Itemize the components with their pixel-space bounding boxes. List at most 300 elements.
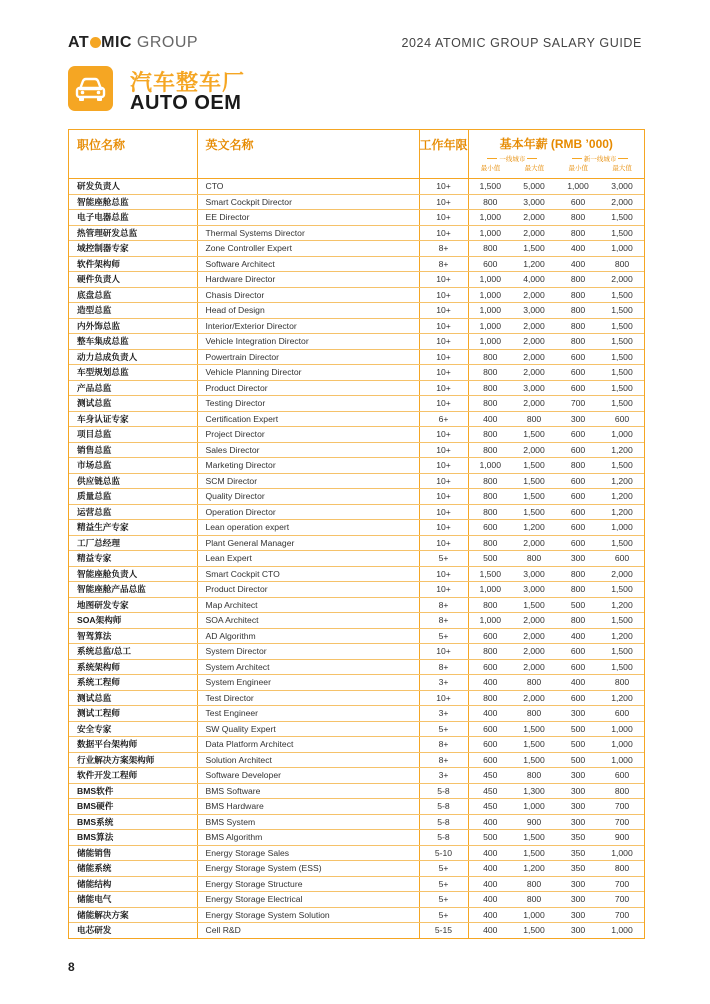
cell-tier1-max: 2,000 — [512, 318, 556, 334]
cell-tier1-min: 450 — [468, 783, 512, 799]
cell-years: 10+ — [419, 380, 468, 396]
cell-tier2-min: 600 — [556, 365, 600, 381]
cell-tier2-max: 700 — [600, 907, 644, 923]
cell-years: 5+ — [419, 907, 468, 923]
cell-years: 10+ — [419, 582, 468, 598]
cell-title-cn: BMS算法 — [69, 830, 197, 846]
cell-tier2-min: 600 — [556, 194, 600, 210]
cell-title-en: CTO — [197, 179, 419, 195]
cell-title-en: SOA Architect — [197, 613, 419, 629]
cell-title-cn: 市场总监 — [69, 458, 197, 474]
cell-tier2-max: 1,500 — [600, 458, 644, 474]
cell-title-cn: 软件架构师 — [69, 256, 197, 272]
cell-tier2-max: 2,000 — [600, 566, 644, 582]
cell-tier1-min: 800 — [468, 194, 512, 210]
cell-years: 3+ — [419, 675, 468, 691]
cell-tier1-min: 800 — [468, 349, 512, 365]
cell-title-cn: 智能座舱负责人 — [69, 566, 197, 582]
table-row — [69, 210, 644, 226]
cell-title-cn: 智能座舱总监 — [69, 194, 197, 210]
cell-title-en: Project Director — [197, 427, 419, 443]
cell-tier1-min: 800 — [468, 489, 512, 505]
cell-tier2-min: 600 — [556, 535, 600, 551]
cell-tier1-max: 2,000 — [512, 349, 556, 365]
cell-tier2-max: 800 — [600, 675, 644, 691]
cell-years: 5-10 — [419, 845, 468, 861]
cell-title-cn: 车型规划总监 — [69, 365, 197, 381]
cell-tier2-min: 350 — [556, 830, 600, 846]
cell-tier1-min: 800 — [468, 597, 512, 613]
cell-tier2-max: 800 — [600, 861, 644, 877]
cell-title-en: Energy Storage Electrical — [197, 892, 419, 908]
table-row — [69, 566, 644, 582]
cell-tier1-min: 400 — [468, 706, 512, 722]
cell-tier1-max: 2,000 — [512, 442, 556, 458]
cell-title-en: SW Quality Expert — [197, 721, 419, 737]
cell-tier1-min: 800 — [468, 473, 512, 489]
cell-tier2-max: 700 — [600, 876, 644, 892]
table-row — [69, 597, 644, 613]
cell-tier2-max: 1,200 — [600, 597, 644, 613]
cell-tier2-min: 300 — [570, 925, 586, 936]
cell-tier1-max: 1,500 — [512, 845, 556, 861]
cell-title-cn: 运营总监 — [69, 504, 197, 520]
cell-tier1-max: 3,000 — [512, 380, 556, 396]
cell-tier1-min: 1,000 — [468, 458, 512, 474]
cell-tier2-min: 300 — [556, 411, 600, 427]
cell-years: 5+ — [419, 551, 468, 567]
cell-tier1-max: 2,000 — [512, 535, 556, 551]
cell-tier2-max: 1,500 — [600, 303, 644, 319]
cell-tier2-min: 600 — [556, 690, 600, 706]
cell-tier1-min: 450 — [468, 799, 512, 815]
cell-tier2-max: 1,000 — [600, 845, 644, 861]
cell-tier2-min: 600 — [556, 520, 600, 536]
table-row — [69, 427, 644, 443]
cell-title-cn: 储能销售 — [69, 845, 197, 861]
table-row — [69, 535, 644, 551]
cell-tier2-min: 600 — [556, 659, 600, 675]
table-row — [69, 628, 644, 644]
table-row — [69, 303, 644, 319]
cell-tier1-max: 1,500 — [512, 597, 556, 613]
table-row — [69, 225, 644, 241]
table-row — [69, 799, 644, 815]
table-row — [69, 721, 644, 737]
cell-tier2-min: 800 — [556, 334, 600, 350]
cell-tier1-max: 800 — [512, 892, 556, 908]
cell-title-cn: 电芯研发 — [69, 923, 197, 938]
cell-title-en: BMS Hardware — [197, 799, 419, 815]
cell-title-en: Marketing Director — [197, 458, 419, 474]
cell-tier1-max: 2,000 — [512, 334, 556, 350]
cell-title-cn: 测试总监 — [69, 690, 197, 706]
cell-title-cn: 精益专家 — [69, 551, 197, 567]
table-row — [69, 659, 644, 675]
cell-tier2-max: 2,000 — [600, 194, 644, 210]
cell-tier1-max: 2,000 — [512, 365, 556, 381]
cell-years: 10+ — [419, 473, 468, 489]
cell-title-en: Powertrain Director — [197, 349, 419, 365]
section-title-cn: 汽车整车厂 — [130, 70, 246, 95]
car-icon — [68, 66, 113, 111]
cell-tier1-min: 600 — [468, 721, 512, 737]
cell-years: 5+ — [419, 721, 468, 737]
cell-tier1-min: 1,000 — [468, 287, 512, 303]
cell-tier1-max: 1,500 — [512, 489, 556, 505]
cell-tier1-max: 3,000 — [512, 582, 556, 598]
table-row — [69, 644, 644, 660]
cell-years: 10+ — [419, 535, 468, 551]
cell-tier1-min: 400 — [468, 814, 512, 830]
cell-tier1-max: 2,000 — [512, 225, 556, 241]
cell-title-cn: 域控制器专家 — [69, 241, 197, 257]
cell-tier1-min: 600 — [468, 752, 512, 768]
table-row — [69, 551, 644, 567]
table-row — [69, 411, 644, 427]
cell-tier1-max: 1,300 — [512, 783, 556, 799]
cell-title-cn: 项目总监 — [69, 427, 197, 443]
cell-tier1-max: 800 — [512, 706, 556, 722]
cell-tier1-max: 800 — [512, 551, 556, 567]
cell-years: 10+ — [419, 303, 468, 319]
cell-tier2-max: 1,500 — [600, 644, 644, 660]
guide-title: 2024 ATOMIC GROUP SALARY GUIDE — [401, 36, 642, 50]
cell-tier2-min: 300 — [556, 799, 600, 815]
cell-tier1-max: 2,000 — [512, 287, 556, 303]
cell-tier1-min: 400 — [468, 876, 512, 892]
cell-tier2-max: 1,000 — [600, 721, 644, 737]
cell-tier2-max: 1,200 — [600, 504, 644, 520]
cell-years: 5+ — [419, 892, 468, 908]
cell-title-cn: 数据平台架构师 — [69, 737, 197, 753]
table-row — [69, 690, 644, 706]
cell-tier1-max: 800 — [512, 876, 556, 892]
cell-title-en: EE Director — [197, 210, 419, 226]
cell-title-en: Head of Design — [197, 303, 419, 319]
table-row — [69, 830, 644, 846]
cell-years: 8+ — [419, 752, 468, 768]
cell-tier1-max: 1,200 — [512, 861, 556, 877]
table-row — [69, 272, 644, 288]
table-row — [69, 582, 644, 598]
cell-tier1-max: 2,000 — [512, 690, 556, 706]
cell-title-en: Interior/Exterior Director — [197, 318, 419, 334]
cell-tier1-min: 400 — [468, 861, 512, 877]
cell-tier2-max: 1,500 — [600, 396, 644, 412]
cell-tier2-min: 600 — [556, 380, 600, 396]
cell-years: 10+ — [419, 349, 468, 365]
cell-tier2-min: 800 — [556, 225, 600, 241]
cell-tier2-max: 1,200 — [600, 442, 644, 458]
cell-years: 10+ — [419, 318, 468, 334]
cell-tier1-min: 600 — [468, 520, 512, 536]
table-row — [69, 861, 644, 877]
cell-tier2-max: 1,000 — [600, 241, 644, 257]
page-number: 8 — [68, 960, 75, 974]
cell-title-cn: 车身认证专家 — [69, 411, 197, 427]
cell-tier1-max: 1,500 — [512, 504, 556, 520]
cell-tier2-max: 700 — [600, 799, 644, 815]
cell-title-cn: 安全专家 — [69, 721, 197, 737]
logo-o-icon — [90, 37, 101, 48]
cell-tier1-max: 5,000 — [512, 179, 556, 195]
cell-tier1-max: 1,500 — [523, 925, 545, 936]
cell-tier2-min: 300 — [556, 892, 600, 908]
cell-tier1-min: 800 — [468, 504, 512, 520]
table-row — [69, 613, 644, 629]
cell-tier2-max: 1,000 — [600, 752, 644, 768]
table-row — [69, 752, 644, 768]
cell-years: 10+ — [419, 690, 468, 706]
cell-title-cn: 储能结构 — [69, 876, 197, 892]
section-title-en: AUTO OEM — [130, 92, 242, 114]
cell-tier1-max: 1,500 — [512, 737, 556, 753]
header-salary — [468, 130, 644, 179]
cell-title-en: Product Director — [197, 380, 419, 396]
cell-years: 10+ — [419, 644, 468, 660]
cell-tier1-min: 1,500 — [468, 566, 512, 582]
cell-years: 8+ — [419, 737, 468, 753]
table-row — [69, 489, 644, 505]
cell-title-en: Testing Director — [197, 396, 419, 412]
cell-tier1-min: 800 — [468, 396, 512, 412]
cell-tier1-min: 1,000 — [468, 582, 512, 598]
cell-tier2-min: 800 — [556, 272, 600, 288]
cell-tier2-max: 700 — [600, 814, 644, 830]
cell-tier2-min: 300 — [556, 876, 600, 892]
cell-tier2-max: 1,000 — [600, 520, 644, 536]
cell-tier2-min: 500 — [556, 737, 600, 753]
logo-text-group: GROUP — [136, 34, 199, 51]
cell-title-cn: 销售总监 — [69, 442, 197, 458]
cell-tier1-max: 1,200 — [512, 256, 556, 272]
cell-years: 10+ — [419, 427, 468, 443]
cell-tier2-min: 600 — [556, 473, 600, 489]
cell-title-en: Energy Storage System Solution — [197, 907, 419, 923]
cell-title-en: Operation Director — [197, 504, 419, 520]
table-row — [69, 814, 644, 830]
cell-title-cn: 系统总监/总工 — [69, 644, 197, 660]
cell-tier1-max: 1,200 — [512, 520, 556, 536]
cell-tier2-max: 1,500 — [600, 349, 644, 365]
cell-tier2-min: 500 — [556, 721, 600, 737]
table-row — [69, 241, 644, 257]
cell-tier2-min: 300 — [556, 551, 600, 567]
table-row — [69, 783, 644, 799]
cell-title-en: Smart Cockpit Director — [197, 194, 419, 210]
cell-tier1-min: 800 — [468, 644, 512, 660]
cell-title-cn: BMS硬件 — [69, 799, 197, 815]
cell-years: 8+ — [419, 241, 468, 257]
cell-title-cn: 质量总监 — [69, 489, 197, 505]
cell-years: 10+ — [419, 225, 468, 241]
cell-years: 10+ — [419, 210, 468, 226]
cell-title-cn: 整车集成总监 — [69, 334, 197, 350]
cell-tier2-min: 800 — [556, 210, 600, 226]
table-row — [69, 706, 644, 722]
cell-tier2-max: 1,000 — [600, 427, 644, 443]
cell-title-en: Quality Director — [197, 489, 419, 505]
cell-years: 10+ — [419, 489, 468, 505]
cell-title-en: Lean Expert — [197, 551, 419, 567]
cell-title-en: Plant General Manager — [197, 535, 419, 551]
cell-title-cn: 内外饰总监 — [69, 318, 197, 334]
cell-tier1-min: 1,000 — [468, 210, 512, 226]
cell-tier2-min: 300 — [556, 783, 600, 799]
cell-years: 5+ — [419, 861, 468, 877]
cell-title-en: AD Algorithm — [197, 628, 419, 644]
cell-title-en: Lean operation expert — [197, 520, 419, 536]
cell-title-cn: 产品总监 — [69, 380, 197, 396]
cell-years: 10+ — [419, 458, 468, 474]
cell-tier2-max: 1,500 — [600, 334, 644, 350]
cell-tier1-max: 4,000 — [512, 272, 556, 288]
cell-tier1-max: 2,000 — [512, 644, 556, 660]
cell-tier1-min: 1,000 — [468, 613, 512, 629]
cell-tier1-max: 1,500 — [512, 427, 556, 443]
cell-tier1-min: 500 — [468, 830, 512, 846]
cell-tier2-max: 1,200 — [600, 690, 644, 706]
cell-title-en: Thermal Systems Director — [197, 225, 419, 241]
cell-tier2-max: 1,500 — [600, 287, 644, 303]
cell-tier1-min: 800 — [468, 442, 512, 458]
cell-title-en: Energy Storage System (ESS) — [197, 861, 419, 877]
cell-tier1-min: 400 — [468, 892, 512, 908]
cell-years: 8+ — [419, 256, 468, 272]
cell-title-en: System Director — [197, 644, 419, 660]
table-row — [69, 194, 644, 210]
cell-tier2-min: 400 — [556, 628, 600, 644]
cell-title-cn: BMS系统 — [69, 814, 197, 830]
cell-tier1-min: 1,500 — [468, 179, 512, 195]
cell-years: 5-8 — [419, 814, 468, 830]
cell-tier2-min: 800 — [556, 582, 600, 598]
cell-years: 10+ — [419, 504, 468, 520]
cell-title-en: BMS Software — [197, 783, 419, 799]
cell-title-cn: 动力总成负责人 — [69, 349, 197, 365]
cell-title-en: System Engineer — [197, 675, 419, 691]
table-row — [69, 737, 644, 753]
cell-title-cn: 行业解决方案架构师 — [69, 752, 197, 768]
cell-tier1-min: 450 — [468, 768, 512, 784]
cell-title-en: Product Director — [197, 582, 419, 598]
cell-title-cn: 地图研发专家 — [69, 597, 197, 613]
cell-title-en: Vehicle Planning Director — [197, 365, 419, 381]
cell-tier2-max: 1,500 — [600, 613, 644, 629]
cell-tier2-min: 500 — [556, 597, 600, 613]
cell-tier1-min: 1,000 — [468, 272, 512, 288]
cell-tier1-max: 2,000 — [512, 396, 556, 412]
cell-tier1-max: 800 — [512, 411, 556, 427]
tier2-label: 新一线城市 — [556, 154, 644, 163]
cell-tier2-min: 800 — [556, 566, 600, 582]
cell-title-en: Sales Director — [197, 442, 419, 458]
cell-tier1-max: 900 — [512, 814, 556, 830]
salary-table — [68, 129, 645, 939]
cell-years: 10+ — [419, 442, 468, 458]
cell-title-en: BMS System — [197, 814, 419, 830]
cell-years: 5-15 — [419, 923, 468, 938]
cell-title-en: Vehicle Integration Director — [197, 334, 419, 350]
cell-tier1-max: 1,500 — [512, 458, 556, 474]
cell-tier2-max: 600 — [600, 551, 644, 567]
cell-title-en: Software Architect — [197, 256, 419, 272]
cell-tier1-min: 600 — [468, 256, 512, 272]
cell-title-en: Test Director — [197, 690, 419, 706]
cell-tier1-min: 1,000 — [468, 334, 512, 350]
cell-years: 3+ — [419, 768, 468, 784]
cell-title-en: Energy Storage Structure — [197, 876, 419, 892]
cell-tier1-max: 2,000 — [512, 210, 556, 226]
cell-tier1-min: 800 — [468, 241, 512, 257]
cell-tier2-max: 1,500 — [600, 225, 644, 241]
cell-tier1-max: 800 — [512, 768, 556, 784]
cell-tier1-max: 800 — [512, 675, 556, 691]
table-row — [69, 907, 644, 923]
table-row — [69, 179, 644, 195]
logo-text-mic: MIC — [101, 34, 132, 51]
cell-title-cn: 储能系统 — [69, 861, 197, 877]
cell-tier2-max: 3,000 — [600, 179, 644, 195]
cell-tier1-min: 600 — [468, 659, 512, 675]
cell-tier2-min: 500 — [556, 752, 600, 768]
cell-tier1-min: 400 — [468, 907, 512, 923]
tier1-max-label: 最大值 — [524, 165, 545, 172]
cell-title-cn: 智驾算法 — [69, 628, 197, 644]
table-row — [69, 845, 644, 861]
cell-title-cn: 智能座舱产品总监 — [69, 582, 197, 598]
cell-tier1-max: 1,500 — [512, 830, 556, 846]
cell-tier2-max: 1,500 — [600, 582, 644, 598]
tier1-header — [469, 154, 557, 172]
cell-tier1-min: 600 — [468, 628, 512, 644]
cell-tier1-min: 1,000 — [468, 303, 512, 319]
cell-title-cn: 工厂总经理 — [69, 535, 197, 551]
cell-tier2-min: 800 — [556, 287, 600, 303]
cell-title-cn: 供应链总监 — [69, 473, 197, 489]
cell-tier2-max: 600 — [600, 706, 644, 722]
cell-title-en: Chasis Director — [197, 287, 419, 303]
cell-tier2-max: 2,000 — [600, 272, 644, 288]
cell-years: 5-8 — [419, 830, 468, 846]
table-row — [69, 396, 644, 412]
cell-years: 10+ — [419, 179, 468, 195]
cell-tier1-min: 1,000 — [468, 225, 512, 241]
cell-title-cn: 热管理研发总监 — [69, 225, 197, 241]
cell-title-cn: 测试工程师 — [69, 706, 197, 722]
cell-tier2-min: 400 — [556, 241, 600, 257]
cell-tier2-max: 1,200 — [600, 628, 644, 644]
cell-title-en: BMS Algorithm — [197, 830, 419, 846]
salary-title: 基本年薪 (RMB ’000) — [499, 137, 613, 151]
cell-tier1-max: 1,000 — [512, 907, 556, 923]
cell-years: 5+ — [419, 876, 468, 892]
cell-title-cn: BMS软件 — [69, 783, 197, 799]
cell-tier1-min: 800 — [468, 365, 512, 381]
cell-tier2-max: 1,500 — [600, 210, 644, 226]
cell-tier1-min: 800 — [468, 690, 512, 706]
cell-tier2-max: 1,200 — [600, 473, 644, 489]
cell-tier2-min: 800 — [556, 613, 600, 629]
cell-tier2-min: 350 — [556, 861, 600, 877]
cell-tier2-min: 700 — [556, 396, 600, 412]
cell-tier1-max: 1,500 — [512, 721, 556, 737]
company-logo — [68, 34, 198, 52]
cell-tier2-max: 1,500 — [600, 318, 644, 334]
cell-tier2-min: 600 — [556, 504, 600, 520]
cell-tier1-max: 3,000 — [512, 566, 556, 582]
